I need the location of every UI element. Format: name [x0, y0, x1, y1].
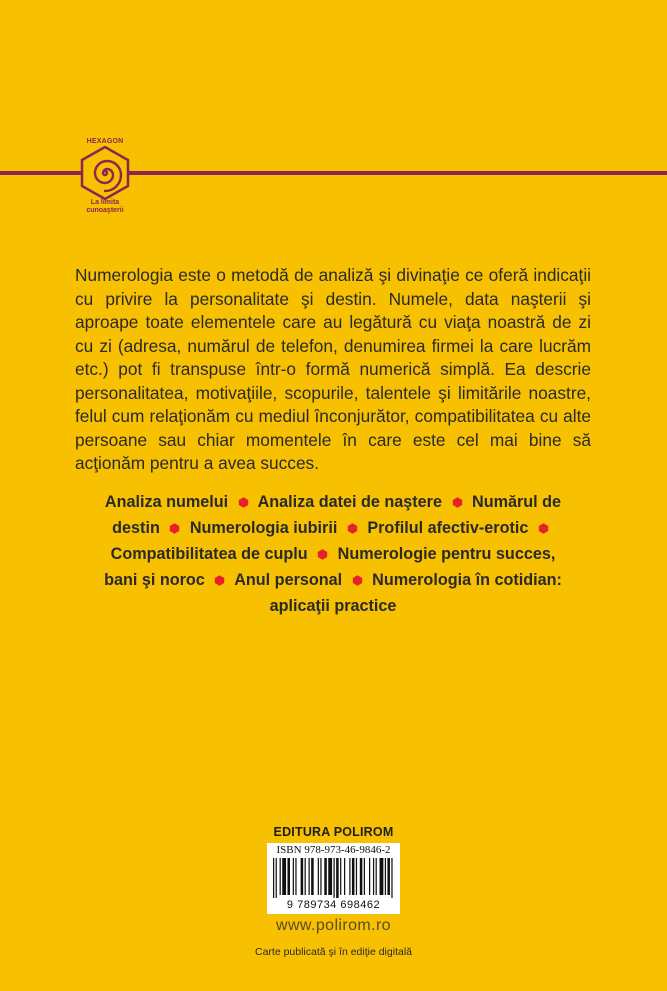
- barcode-bar: [318, 858, 319, 895]
- barcode-bar: [352, 858, 355, 895]
- logo-top-label: HEXAGON: [86, 138, 124, 145]
- barcode-digits: 9 789734 698462: [286, 899, 381, 911]
- topics-list: [95, 489, 571, 619]
- hexagon-bullet-icon: [452, 497, 463, 508]
- topic-item: Numerologia în cotidian: aplicaţii practice: [269, 571, 562, 615]
- barcode-bar: [301, 858, 304, 895]
- barcode-bar: [295, 858, 296, 895]
- barcode-bar: [320, 858, 321, 895]
- barcode-bar: [385, 858, 386, 895]
- barcode-bar: [340, 858, 341, 895]
- hexagon-bullet-icon: [214, 575, 225, 586]
- topic-item: Numerologia iubirii: [189, 519, 338, 537]
- barcode-bar: [336, 858, 339, 898]
- barcode-bar: [293, 858, 294, 895]
- topic-item: Compatibilitatea de cuplu: [110, 545, 308, 563]
- isbn-barcode-box: [267, 843, 400, 914]
- topic-item: Analiza datei de naştere: [257, 493, 442, 511]
- topic-item: Anul personal: [234, 571, 343, 589]
- isbn-text: ISBN 978-973-46-9846-2: [276, 844, 391, 856]
- barcode-bar: [356, 858, 357, 895]
- barcode-bar: [328, 858, 332, 895]
- hexagon-logo: [72, 138, 138, 224]
- logo-bottom-line-1: La limita: [90, 199, 120, 206]
- topic-item: Analiza numelui: [104, 493, 229, 511]
- barcode-bar: [344, 858, 345, 895]
- barcode-bar: [324, 858, 327, 895]
- barcode-bar: [273, 858, 274, 898]
- barcode-bar: [360, 858, 363, 895]
- hexagon-bullet-icon: [317, 549, 328, 560]
- barcode-bar: [391, 858, 392, 898]
- topic-item: Numărul de destin: [112, 493, 562, 537]
- barcode-bar: [380, 858, 384, 895]
- description-paragraph: Numerologia este o metodă de analiză şi divinaţie ce oferă indicaţii cu privire la personalitate şi destin. Numele, data naşterii şi aproape toate elementele care au legătură cu viaţa noastră de zi cu zi (adresa, numărul de telefon, denumirea firmei la care lucrăm etc.) pot fi transpuse într-o formă numerică simplă. Ea descrie personalitatea, motivaţiile, scopurile, talentele şi limitările noastre, felul cum relaţionăm cu mediul înconjurător, compatibilitatea cu alte persoane sau chiar momentele în care este cel mai bine să acţionăm pentru a avea succes.: [75, 265, 591, 473]
- barcode-bar: [276, 858, 277, 898]
- logo-bottom-line-2: cunoaşterii: [86, 207, 124, 214]
- digital-edition-note: Carte publicată şi în ediţie digitală: [254, 946, 412, 958]
- barcode-bar: [373, 858, 374, 895]
- barcode-bar: [364, 858, 365, 895]
- barcode-bar: [305, 858, 306, 895]
- barcode-bar: [287, 858, 290, 895]
- barcode-bar: [376, 858, 377, 895]
- barcode-bar: [309, 858, 310, 895]
- hexagon-bullet-icon: [169, 523, 180, 534]
- barcode-bar: [280, 858, 281, 895]
- hexagon-spiral-icon: [79, 146, 131, 200]
- barcode-bar: [369, 858, 370, 895]
- topic-item: Profilul afectiv-erotic: [367, 519, 529, 537]
- publisher-name: EDITURA POLIROM: [273, 825, 394, 839]
- barcode-bar: [349, 858, 350, 895]
- website-link[interactable]: www.polirom.ro: [276, 917, 391, 934]
- hexagon-bullet-icon: [238, 497, 249, 508]
- logo-bottom-label: [72, 199, 138, 215]
- hexagon-bullet-icon: [347, 523, 358, 534]
- barcode-bar: [387, 858, 390, 895]
- hexagon-bullet-icon: [538, 523, 549, 534]
- barcode-icon: [273, 858, 394, 898]
- barcode-bar: [311, 858, 314, 895]
- barcode-bar: [282, 858, 286, 895]
- hexagon-bullet-icon: [352, 575, 363, 586]
- barcode-bar: [334, 858, 335, 898]
- topic-item: Numerologie pentru succes, bani şi noroc: [104, 545, 556, 589]
